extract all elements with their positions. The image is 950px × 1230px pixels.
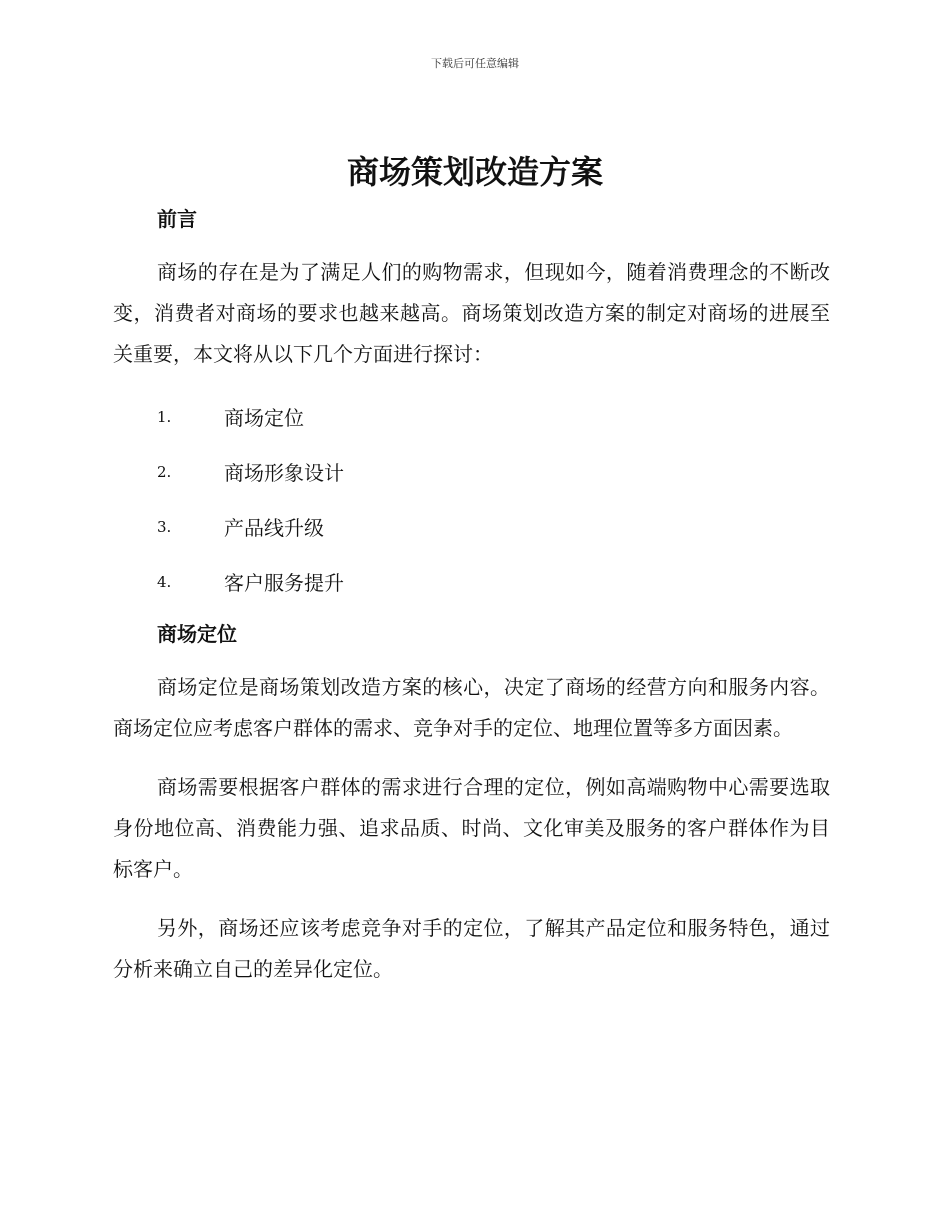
list-item (113, 389, 830, 444)
list-item-text: 商场定位 (224, 406, 304, 430)
page-header-note: 下载后可任意编辑 (431, 57, 519, 70)
list-item (113, 444, 830, 499)
positioning-paragraph-2: 商场需要根据客户群体的需求进行合理的定位，例如高端购物中心需要选取身份地位高、消费能力强、追求品质、时尚、文化审美及服务的客户群体作为目标客户。 (113, 775, 830, 881)
list-item-number: 4. (157, 572, 172, 591)
list-item-number: 1. (157, 407, 172, 426)
list-item-text: 商场形象设计 (224, 461, 344, 485)
preface-paragraph: 商场的存在是为了满足人们的购物需求，但现如今，随着消费理念的不断改变，消费者对商场的要求也越来越高。商场策划改造方案的制定对商场的进展至关重要，本文将从以下几个方面进行探讨： (113, 260, 830, 366)
list-item (113, 499, 830, 554)
list-item-number: 3. (157, 517, 172, 536)
positioning-paragraph-1: 商场定位是商场策划改造方案的核心，决定了商场的经营方向和服务内容。商场定位应考虑客户群体的需求、竞争对手的定位、地理位置等多方面因素。 (113, 675, 830, 740)
list-item-number: 2. (157, 462, 172, 481)
section-heading-positioning: 商场定位 (157, 622, 237, 646)
list-item-text: 客户服务提升 (224, 571, 344, 595)
document-title: 商场策划改造方案 (346, 153, 603, 191)
list-item-text: 产品线升级 (224, 516, 324, 540)
list-item (113, 554, 830, 609)
positioning-paragraph-3: 另外，商场还应该考虑竞争对手的定位，了解其产品定位和服务特色，通过分析来确立自己的差异化定位。 (113, 916, 830, 981)
topic-list (113, 389, 830, 609)
section-heading-preface: 前言 (157, 207, 197, 231)
document-body (113, 200, 830, 990)
